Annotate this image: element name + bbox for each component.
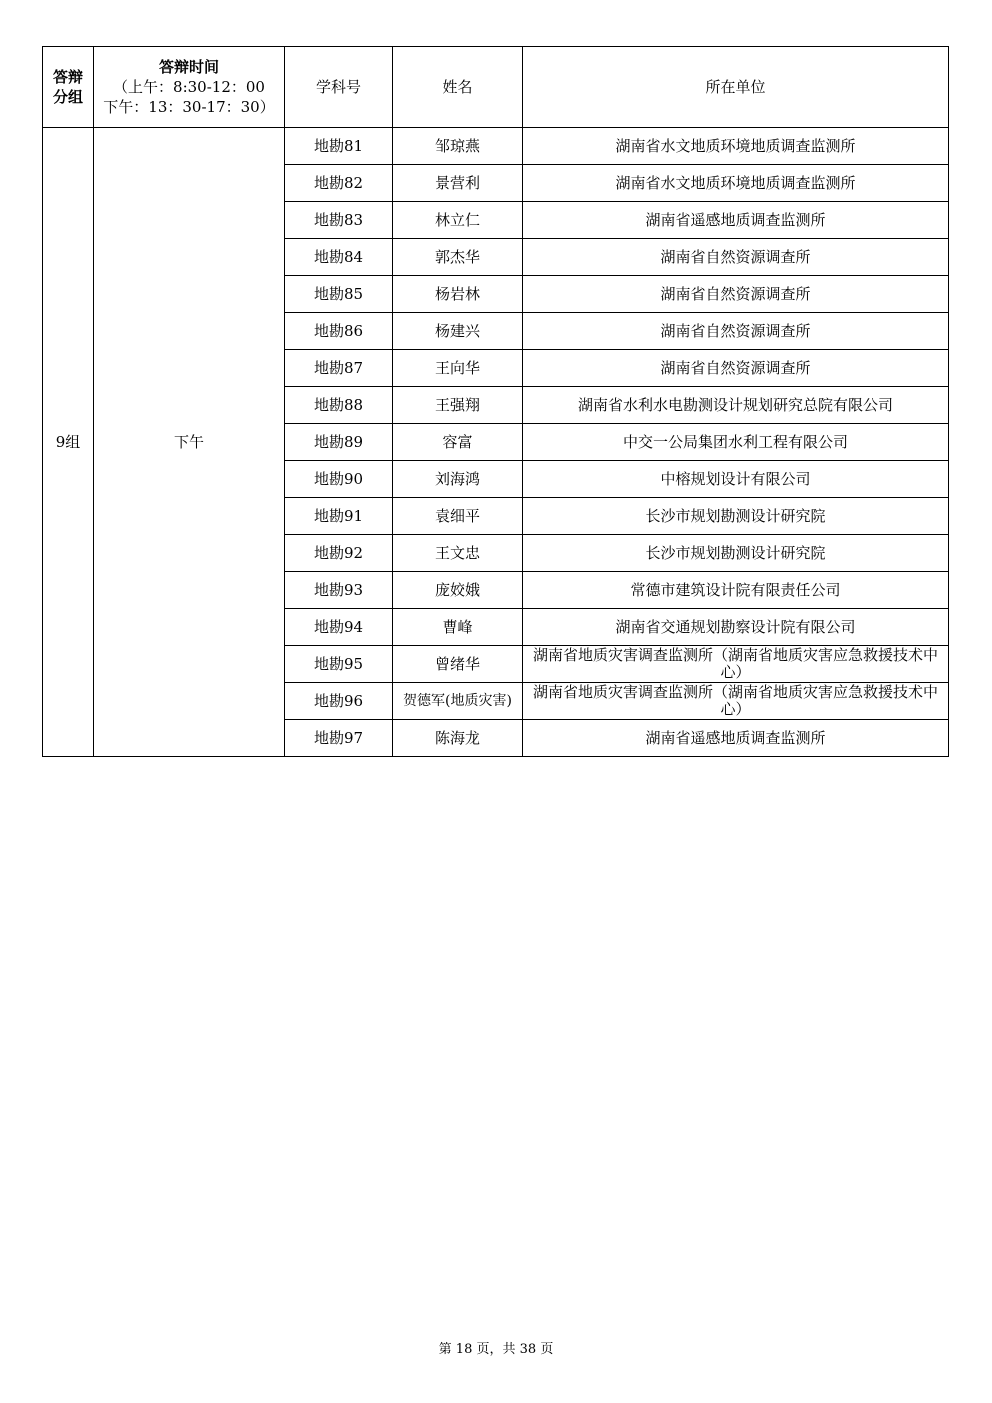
schedule-table [42,46,949,757]
subject-code-cell: 地勘86 [285,313,393,350]
unit-cell: 湖南省自然资源调查所 [523,276,949,313]
session-cell: 下午 [94,128,285,757]
group-cell: 9组 [43,128,94,757]
name-col-header: 姓名 [393,47,523,128]
subject-code-cell: 地勘85 [285,276,393,313]
name-cell: 郭杰华 [393,239,523,276]
unit-cell: 长沙市规划勘测设计研究院 [523,498,949,535]
header-row [43,47,949,128]
name-cell: 容富 [393,424,523,461]
unit-cell: 湖南省自然资源调查所 [523,313,949,350]
time-col-am: （上午：8:30-12：00 [113,78,265,96]
subject-code-cell: 地勘88 [285,387,393,424]
subject-code-cell: 地勘90 [285,461,393,498]
page-label-suffix: 页 [540,1342,554,1357]
unit-cell: 中交一公局集团水利工程有限公司 [523,424,949,461]
group-col-header [43,47,94,128]
subject-col-header: 学科号 [285,47,393,128]
unit-cell: 湖南省自然资源调查所 [523,350,949,387]
name-cell: 王强翔 [393,387,523,424]
unit-cell: 湖南省遥感地质调查监测所 [523,720,949,757]
name-cell: 王文忠 [393,535,523,572]
time-col-pm: 下午：13：30-17：30） [103,98,275,116]
subject-code-cell: 地勘92 [285,535,393,572]
page-label-mid: 页，共 [476,1342,516,1357]
name-cell: 杨建兴 [393,313,523,350]
name-cell: 袁细平 [393,498,523,535]
subject-code-cell: 地勘81 [285,128,393,165]
page-footer [0,1338,992,1357]
subject-code-cell: 地勘96 [285,683,393,720]
table-body [43,128,949,757]
subject-code-cell: 地勘82 [285,165,393,202]
name-cell: 邹琼燕 [393,128,523,165]
name-cell: 刘海鸿 [393,461,523,498]
name-cell: 庞姣娥 [393,572,523,609]
name-cell: 杨岩林 [393,276,523,313]
table-row [43,128,949,165]
page-current: 18 [455,1342,473,1357]
unit-cell: 湖南省自然资源调查所 [523,239,949,276]
subject-code-cell: 地勘87 [285,350,393,387]
unit-cell: 常德市建筑设计院有限责任公司 [523,572,949,609]
time-col-title: 答辩时间 [158,58,219,76]
unit-col-header: 所在单位 [523,47,949,128]
name-cell: 景营利 [393,165,523,202]
subject-code-cell: 地勘94 [285,609,393,646]
unit-cell: 中榕规划设计有限公司 [523,461,949,498]
subject-code-cell: 地勘84 [285,239,393,276]
page-total: 38 [519,1342,537,1357]
unit-cell: 长沙市规划勘测设计研究院 [523,535,949,572]
name-cell: 林立仁 [393,202,523,239]
subject-code-cell: 地勘83 [285,202,393,239]
time-col-header [94,47,285,128]
page-label-prefix: 第 [438,1342,452,1357]
name-cell: 贺德军(地质灾害) [393,683,523,720]
unit-cell: 湖南省地质灾害调查监测所（湖南省地质灾害应急救援技术中心） [523,646,949,683]
subject-code-cell: 地勘97 [285,720,393,757]
name-cell: 曾绪华 [393,646,523,683]
unit-cell: 湖南省地质灾害调查监测所（湖南省地质灾害应急救援技术中心） [523,683,949,720]
name-cell: 曹峰 [393,609,523,646]
subject-code-cell: 地勘91 [285,498,393,535]
unit-cell: 湖南省水文地质环境地质调查监测所 [523,165,949,202]
subject-code-cell: 地勘93 [285,572,393,609]
subject-code-cell: 地勘95 [285,646,393,683]
name-cell: 王向华 [393,350,523,387]
unit-cell: 湖南省水文地质环境地质调查监测所 [523,128,949,165]
unit-cell: 湖南省水利水电勘测设计规划研究总院有限公司 [523,387,949,424]
name-cell: 陈海龙 [393,720,523,757]
unit-cell: 湖南省遥感地质调查监测所 [523,202,949,239]
group-col-label: 答辩分组 [52,68,83,106]
unit-cell: 湖南省交通规划勘察设计院有限公司 [523,609,949,646]
subject-code-cell: 地勘89 [285,424,393,461]
